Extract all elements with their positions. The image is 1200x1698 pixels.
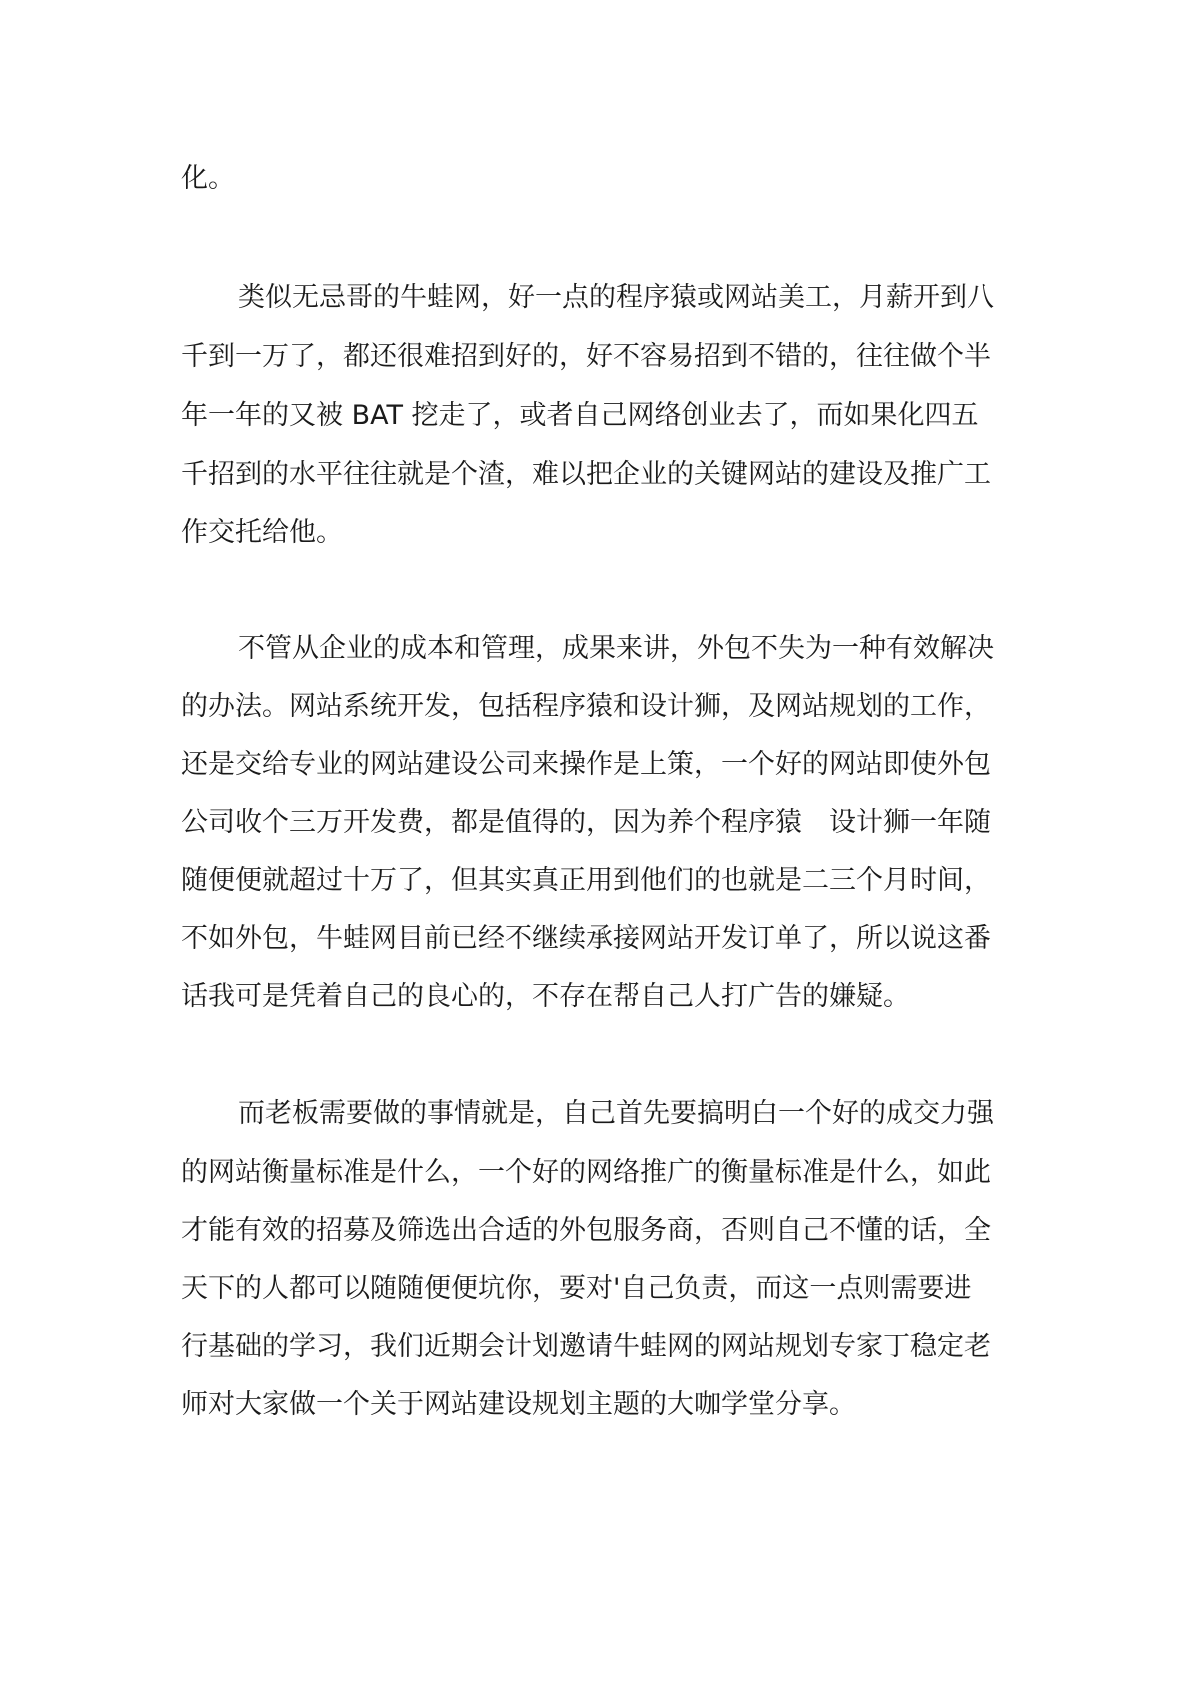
text-line: 的网站衡量标准是什么，一个好的网络推广的衡量标准是什么，如此 bbox=[181, 1157, 991, 1188]
text-line: 不管从企业的成本和管理，成果来讲，外包不失为一种有效解决 bbox=[238, 633, 994, 664]
text-line: 才能有效的招募及筛选出合适的外包服务商，否则自己不懂的话，全 bbox=[181, 1215, 991, 1246]
text-line: 随便便就超过十万了，但其实真正用到他们的也就是二三个月时间， bbox=[181, 865, 991, 896]
text-line: 千到一万了，都还很难招到好的，好不容易招到不错的，往往做个半 bbox=[181, 341, 991, 372]
text-line: 还是交给专业的网站建设公司来操作是上策，一个好的网站即使外包 bbox=[181, 749, 991, 780]
text-line: 公司收个三万开发费，都是值得的，因为养个程序猿 设计狮一年随 bbox=[181, 807, 991, 838]
text-line: 师对大家做一个关于网站建设规划主题的大咖学堂分享。 bbox=[181, 1389, 856, 1420]
text-line: 天下的人都可以随随便便坑你，要对'自己负责，而这一点则需要进 bbox=[181, 1273, 972, 1304]
text-line: 年一年的又被 BAT 挖走了，或者自己网络创业去了，而如果化四五 bbox=[181, 400, 979, 431]
text-line: 化。 bbox=[181, 163, 235, 194]
text-line: 千招到的水平往往就是个渣，难以把企业的关键网站的建设及推广工 bbox=[181, 459, 991, 490]
text-line: 的办法。网站系统开发，包括程序猿和设计狮，及网站规划的工作， bbox=[181, 691, 991, 722]
text-line: 而老板需要做的事情就是，自己首先要搞明白一个好的成交力强 bbox=[238, 1098, 994, 1129]
text-line: 不如外包，牛蛙网目前已经不继续承接网站开发订单了，所以说这番 bbox=[181, 923, 991, 954]
text-line: 类似无忌哥的牛蛙网，好一点的程序猿或网站美工，月薪开到八 bbox=[238, 282, 994, 313]
text-line: 行基础的学习，我们近期会计划邀请牛蛙网的网站规划专家丁稳定老 bbox=[181, 1331, 991, 1362]
text-line: 作交托给他。 bbox=[181, 517, 343, 548]
text-line: 话我可是凭着自己的良心的，不存在帮自己人打广告的嫌疑。 bbox=[181, 981, 910, 1012]
